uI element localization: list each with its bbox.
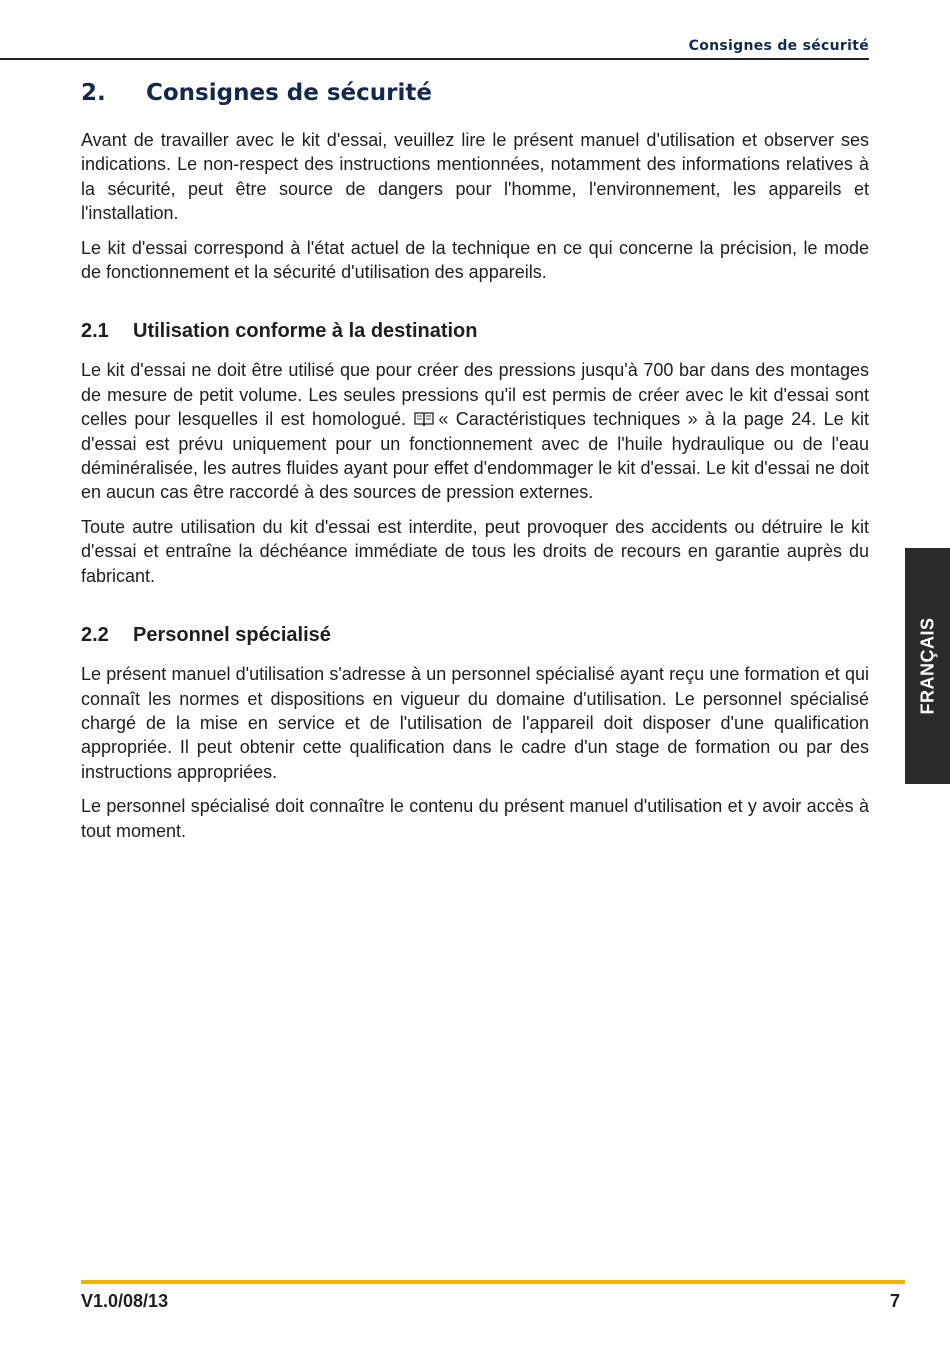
chapter-title [81,76,869,110]
book-icon [413,409,435,425]
paragraph-text: Le kit d'essai ne doit être utilisé que pour créer des pressions jusqu'à 700 bar dans des montages de mesure de petit volume. Les seules pressions qu'il est permis de créer avec le kit d'essai sont celles pour lesquelles il est homologué. [81,360,869,430]
page-number: 7 [889,1291,900,1311]
paragraph-text: Le kit d'essai est prévu uniquement pour un fonctionnement avec de l'huile hydraulique ou de l'eau déminéralisée, les autres fluides ayant pour effet d'endommager le kit d'essai. Le kit d'essai ne doit en aucun cas être raccordé à des sources de pression externes. [81,409,869,503]
section-title-2-2 [81,622,869,648]
section-title-2-1 [81,318,869,344]
section-title-text: Utilisation conforme à la destination [133,320,478,343]
section-2-2-paragraph-1: Le présent manuel d'utilisation s'adresse à un personnel spécialisé ayant reçu une formation et qui connaît les normes et dispositions en vigueur du domaine d'utilisation. Le personnel spécialisé chargé de la mise en service et de l'utilisation de l'appareil doit disposer d'une qualification appropriée. Il peut obtenir cette qualification dans le cadre d'un stage de formation ou par des instructions appropriées. [81,664,869,782]
cross-reference[interactable]: « Caractéristiques techniques » à la page 24. [438,409,817,430]
section-number: 2.2 [81,624,109,647]
section-2-1-paragraph-2: Toute autre utilisation du kit d'essai est interdite, peut provoquer des accidents ou détruire le kit d'essai et entraîne la déchéance immédiate de tous les droits de recours en garantie auprès du fabricant. [81,516,869,586]
chapter-paragraph-1: Avant de travailler avec le kit d'essai, veuillez lire le présent manuel d'utilisation et observer ses indications. Le non-respect des instructions mentionnées, notamment des informations relatives à la sécurité, peut être source de dangers pour l'homme, l'environnement, les appareils et l'installation. [81,130,869,224]
document-version: V1.0/08/13 [81,1291,169,1311]
language-tab-label: FRANÇAIS [917,617,937,715]
running-header: Consignes de sécurité [688,38,869,54]
chapter-paragraph-2: Le kit d'essai correspond à l'état actuel de la technique en ce qui concerne la précision, le mode de fonctionnement et la sécurité d'utilisation des appareils. [81,237,869,283]
chapter-title-text: Consignes de sécurité [146,80,432,106]
section-number: 2.1 [81,320,109,343]
language-tab [905,548,950,784]
section-2-2-paragraph-2: Le personnel spécialisé doit connaître le contenu du présent manuel d'utilisation et y avoir accès à tout moment. [81,796,869,841]
section-2-1-paragraph-1 [81,358,869,504]
chapter-number: 2. [81,80,106,106]
header-rule [0,58,869,60]
section-title-text: Personnel spécialisé [133,624,331,647]
footer-rule [81,1280,905,1284]
page-content [81,76,869,853]
